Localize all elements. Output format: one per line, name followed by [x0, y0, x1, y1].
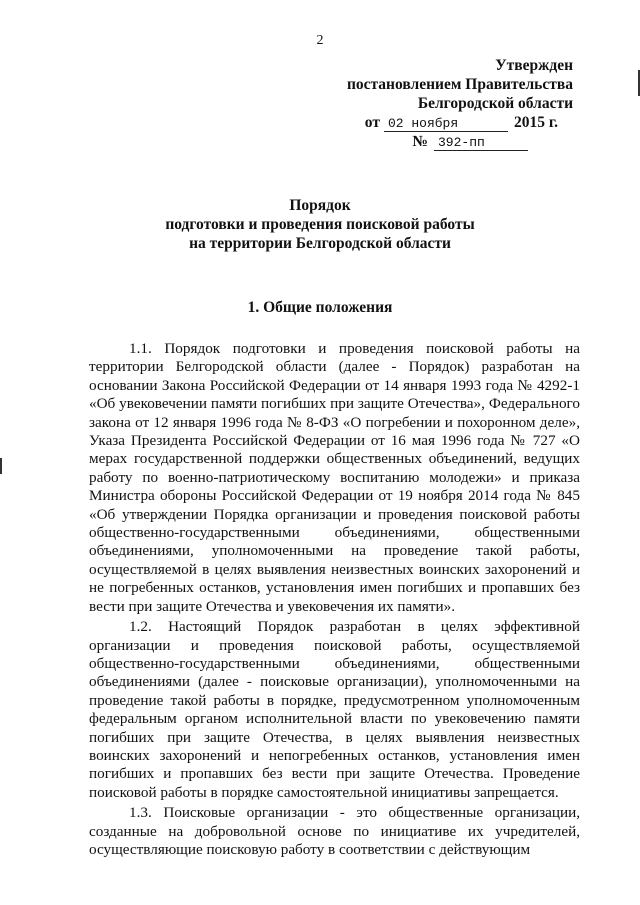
date-suffix: 2015 г. — [513, 114, 558, 131]
approval-date-value: 02 ноября — [384, 116, 508, 132]
approval-line: Белгородской области — [417, 95, 573, 112]
paragraph: 1.2. Настоящий Порядок разработан в целях эффективной организации и проведения поисковой работы, осуществляемой общественно-государственными объединениями, общественными объединениями (далее - поисковые организации), уполномоченными на проведение такой работы в порядке, предусмотренном уполномоченным федеральным органом исполнительной власти по увековечению памяти погибших при защите Отечества, в целях выявления неизвестных воинских захоронений и непогребенных останков, установления имен погибших и пропавших без вести при защите Отечества. Проведение поисковой работы в порядке самостоятельной инициативы запрещается. — [89, 618, 580, 801]
scan-edge-mark — [0, 458, 2, 474]
page-number: 2 — [316, 33, 324, 48]
section-heading: 1. Общие положения — [247, 299, 393, 316]
title-line: подготовки и проведения поисковой работы — [165, 216, 475, 233]
approval-line: постановлением Правительства — [346, 76, 573, 93]
paragraph: 1.3. Поисковые организации - это общественные организации, созданные на добровольной основе по инициативе их учредителей, осуществляющие поисковую работу в соответствии с действующим — [89, 804, 580, 858]
approval-number-line — [347, 132, 528, 151]
approval-block — [347, 56, 573, 151]
title-line: Порядок — [289, 197, 351, 214]
section-body — [89, 340, 580, 861]
approval-date-line — [347, 113, 558, 132]
title-line: на территории Белгородской области — [189, 235, 451, 252]
document-title — [0, 196, 640, 253]
date-prefix: от — [364, 114, 380, 131]
number-prefix: № — [412, 133, 428, 150]
approval-line: Утвержден — [495, 57, 573, 74]
paragraph: 1.1. Порядок подготовки и проведения поисковой работы на территории Белгородской области (далее - Порядок) разработан на основании Закона Российской Федерации от 14 января 1993 года № 4292-1 «Об увековечении памяти погибших при защите Отечества», Федерального закона от 12 января 1996 года № 8-ФЗ «О погребении и похоронном деле», Указа Президента Российской Федерации от 16 мая 1996 года № 727 «О мерах государственной поддержки общественных объединений, ведущих работу по военно-патриотическому воспитанию молодежи» и приказа Министра обороны Российской Федерации от 19 ноября 2014 года № 845 «Об утверждении Порядка организации и проведения поисковой работы общественно-государственными объединениями, общественными объединениями, уполномоченными на проведение такой работы, осуществляемой в целях выявления неизвестных воинских захоронений и не погребенных останков, установления имен погибших и пропавших без вести при защите Отечества и увековечения их памяти». — [89, 340, 580, 615]
approval-number-value: 392-пп — [434, 135, 528, 151]
